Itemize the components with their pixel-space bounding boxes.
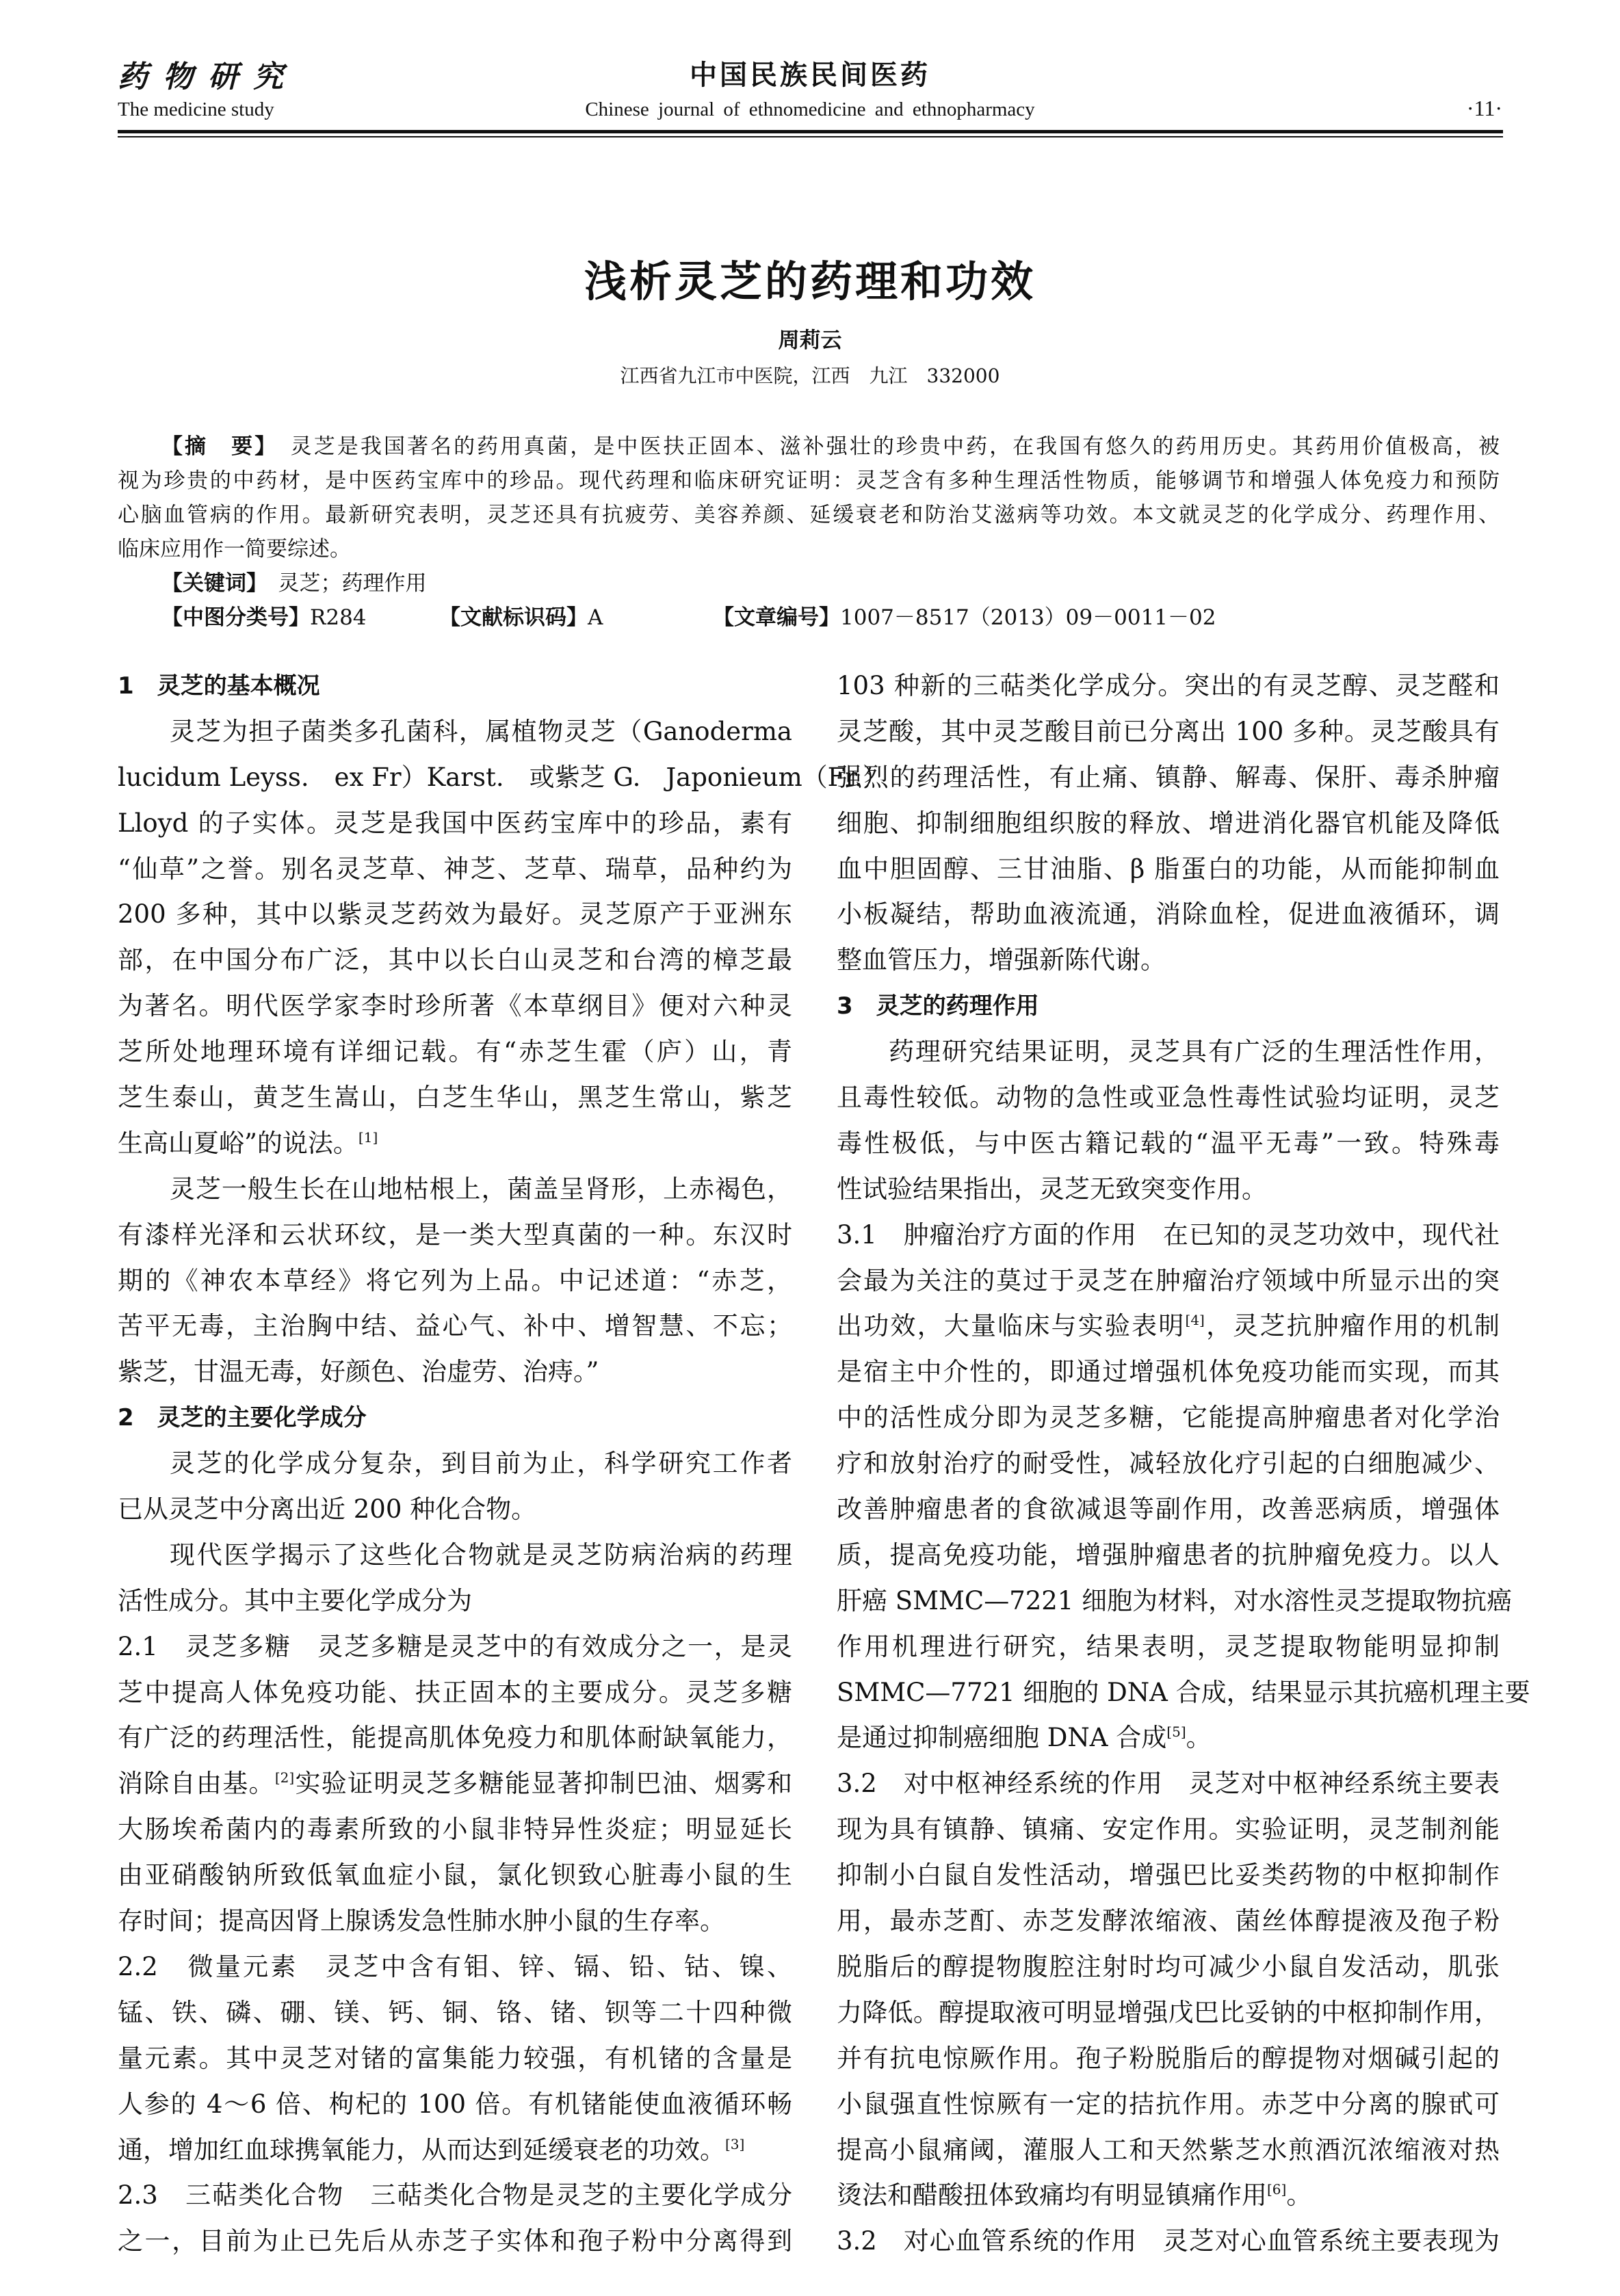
citation-ref: [3] <box>725 2135 745 2152</box>
abstract-line: 心脑血管病的作用。最新研究表明，灵芝还具有抗疲劳、美容养颜、延缓衰老和防治艾滋病等功效。本文就灵芝的化学成分、药理作用、 <box>118 503 1500 527</box>
classification-row <box>118 601 1500 635</box>
text-line: 质，提高免疫功能，增强肿瘤患者的抗肿瘤免疫力。以人 <box>837 1540 1500 1570</box>
abstract-text: 灵芝是我国著名的药用真菌，是中医扶正固本、滋补强壮的珍贵中药，在我国有悠久的药用历史。其药用价值极高，被 <box>290 434 1500 459</box>
abstract-line: 临床应用作一简要综述。 <box>118 537 351 562</box>
abstract-line <box>118 430 1500 464</box>
article-no-field <box>713 601 1216 635</box>
paragraph-first-line: 药理研究结果证明，灵芝具有广泛的生理活性作用， <box>889 1037 1500 1067</box>
abstract-block <box>118 430 1500 635</box>
doc-code-value: A <box>588 605 603 630</box>
text-line: 期的《神农本草经》将它列为上品。中记述道：“赤芝， <box>118 1265 792 1295</box>
paragraph-first-line: 灵芝一般生长在山地枯根上，菌盖呈肾形，上赤褐色， <box>170 1174 792 1204</box>
text-line: 提高小鼠痛阈，灌服人工和天然紫芝水煎酒沉浓缩液对热 <box>837 2135 1500 2165</box>
text-line <box>837 1309 1500 1355</box>
text-line <box>118 2133 792 2179</box>
text-line: 用，最赤芝酊、赤芝发酵浓缩液、菌丝体醇提液及孢子粉 <box>837 1906 1500 1936</box>
text-line: 芝生泰山，黄芝生嵩山，白芝生华山，黑芝生常山，紫芝 <box>118 1083 792 1113</box>
text-line: 人参的 4～6 倍、枸杞的 100 倍。有机锗能使血液循环畅 <box>118 2089 792 2119</box>
text-segment: 消除自由基。 <box>118 1769 275 1799</box>
citation-ref: [2] <box>274 1769 295 1786</box>
text-segment: 。 <box>1286 2180 1312 2211</box>
text-line: 是宿主中介性的，即通过增强机体免疫功能而实现，而其 <box>837 1357 1500 1387</box>
text-line: 灵芝酸，其中灵芝酸目前已分离出 100 多种。灵芝酸具有 <box>837 716 1500 746</box>
text-line: 2.3 三萜类化合物 三萜类化合物是灵芝的主要化学成分 <box>118 2180 792 2211</box>
text-line <box>118 1492 792 1538</box>
text-line: 2.1 灵芝多糖 灵芝多糖是灵芝中的有效成分之一，是灵 <box>118 1631 792 1661</box>
text-segment: 生高山夏峪”的说法。 <box>118 1128 358 1158</box>
article-title: 浅析灵芝的药理和功效 <box>584 256 1036 306</box>
text-line: “仙草”之誉。别名灵芝草、神芝、芝草、瑞草，品种约为 <box>118 854 792 884</box>
text-segment: 出功效，大量临床与实验表明 <box>837 1311 1186 1341</box>
section-heading: 1 灵芝的基本概况 <box>118 672 320 700</box>
text-line: 且毒性较低。动物的急性或亚急性毒性试验均证明，灵芝 <box>837 1083 1500 1113</box>
text-line <box>118 1767 792 1812</box>
text-line: 之一，目前为止已先后从赤芝子实体和孢子粉中分离得到 <box>118 2226 792 2256</box>
text-line <box>118 1584 792 1630</box>
paragraph-first-line: 灵芝为担子菌类多孔菌科，属植物灵芝（Ganoderma <box>170 716 792 746</box>
text-segment: 性试验结果指出，灵芝无致突变作用。 <box>837 1174 1267 1204</box>
text-segment: 已从灵芝中分离出近 200 种化合物。 <box>118 1494 537 1525</box>
text-line: lucidum Leyss. ex Fr）Karst. 或紫芝 G. Japonieum（Fr.） <box>118 762 888 792</box>
text-line: 部，在中国分布广泛，其中以长白山灵芝和台湾的樟芝最 <box>118 945 792 975</box>
section-heading: 2 灵芝的主要化学成分 <box>118 1404 367 1432</box>
text-line <box>837 1172 1500 1218</box>
page-number: ·11· <box>1466 96 1502 120</box>
abstract-line: 视为珍贵的中药材，是中医药宝库中的珍品。现代药理和临床研究证明：灵芝含有多种生理活性物质，能够调节和增强人体免疫力和预防 <box>118 469 1500 493</box>
section-heading: 3 灵芝的药理作用 <box>837 992 1039 1020</box>
journal-name-cn: 中国民族民间医药 <box>690 60 930 91</box>
text-line: 锰、铁、磷、硼、镁、钙、铜、铬、锗、钡等二十四种微 <box>118 1997 792 2027</box>
clc-field <box>161 601 367 635</box>
author-affiliation: 江西省九江市中医院，江西 九江 332000 <box>620 365 1000 387</box>
text-line: 脱脂后的醇提物腹腔注射时均可减少小鼠自发活动，肌张 <box>837 1951 1500 1981</box>
text-line: 量元素。其中灵芝对锗的富集能力较强，有机锗的含量是 <box>118 2043 792 2073</box>
text-segment: 活性成分。其中主要化学成分为 <box>118 1585 472 1615</box>
text-line: 强烈的药理活性，有止痛、镇静、解毒、保肝、毒杀肿瘤 <box>837 762 1500 792</box>
text-segment: ，灵芝抗肿瘤作用的机制 <box>1204 1311 1500 1341</box>
text-line <box>837 943 1500 989</box>
text-line: Lloyd 的子实体。灵芝是我国中医药宝库中的珍品，素有 <box>118 808 792 838</box>
text-line <box>118 1355 792 1401</box>
text-line: 为著名。明代医学家李时珍所著《本草纲目》便对六种灵 <box>118 991 792 1021</box>
text-line: 现为具有镇静、镇痛、安定作用。实验证明，灵芝制剂能 <box>837 1815 1500 1845</box>
text-line: 有漆样光泽和云状环纹，是一类大型真菌的一种。东汉时 <box>118 1219 792 1250</box>
text-segment: 是通过抑制癌细胞 DNA 合成 <box>837 1723 1167 1753</box>
citation-ref: [4] <box>1185 1312 1205 1329</box>
text-line: 细胞、抑制细胞组织胺的释放、增进消化器官机能及降低 <box>837 808 1500 838</box>
text-line: 小鼠强直性惊厥有一定的拮抗作用。赤芝中分离的腺甙可 <box>837 2089 1500 2119</box>
body-column-left <box>118 669 888 2270</box>
text-line: 大肠埃希菌内的毒素所致的小鼠非特异性炎症；明显延长 <box>118 1815 792 1845</box>
paragraph-first-line: 现代医学揭示了这些化合物就是灵芝防病治病的药理 <box>170 1540 792 1570</box>
section-name-en: The medicine study <box>118 98 274 120</box>
clc-value: R284 <box>310 605 367 630</box>
article-author: 周莉云 <box>778 328 842 353</box>
header-rule-thin <box>118 136 1503 137</box>
text-segment: 紫芝，甘温无毒，好颜色、治虚劳、治痔。” <box>118 1357 599 1387</box>
keywords-label: 【关键词】 <box>161 571 257 596</box>
header-rule-thick <box>118 130 1503 133</box>
paragraph-first-line: 灵芝的化学成分复杂，到目前为止，科学研究工作者 <box>170 1449 792 1479</box>
text-segment: 烫法和醋酸扭体致痛均有明显镇痛作用 <box>837 2180 1267 2211</box>
text-line: SMMC—7721 细胞的 DNA 合成，结果显示其抗癌机理主要 <box>837 1677 1530 1707</box>
text-line: 200 多种，其中以紫灵芝药效为最好。灵芝原产于亚洲东 <box>118 899 792 929</box>
text-line <box>837 2178 1500 2224</box>
keywords-line <box>118 566 1500 601</box>
text-line: 3.2 对心血管系统的作用 灵芝对心血管系统主要表现为 <box>837 2226 1500 2256</box>
citation-ref: [6] <box>1267 2181 1287 2198</box>
text-line: 芝中提高人体免疫功能、扶正固本的主要成分。灵芝多糖 <box>118 1677 792 1707</box>
text-segment: 。 <box>1186 1723 1212 1753</box>
citation-ref: [5] <box>1166 1724 1186 1741</box>
text-line: 3.2 对中枢神经系统的作用 灵芝对中枢神经系统主要表 <box>837 1769 1500 1799</box>
text-segment: 存时间；提高因肾上腺诱发急性肺水肿小鼠的生存率。 <box>118 1906 725 1936</box>
text-line: 2.2 微量元素 灵芝中含有钼、锌、镉、铅、钴、镍、 <box>118 1951 792 1981</box>
text-line: 3.1 肿瘤治疗方面的作用 在已知的灵芝功效中，现代社 <box>837 1219 1500 1250</box>
text-line: 毒性极低，与中医古籍记载的“温平无毒”一致。特殊毒 <box>837 1128 1500 1158</box>
text-line: 有广泛的药理活性，能提高肌体免疫力和肌体耐缺氧能力， <box>118 1723 792 1753</box>
text-line: 力降低。醇提取液可明显增强戊巴比妥钠的中枢抑制作用， <box>837 1997 1500 2027</box>
text-line <box>118 1126 792 1172</box>
text-line: 血中胆固醇、三甘油脂、β 脂蛋白的功能，从而能抑制血 <box>837 854 1500 884</box>
text-line: 并有抗电惊厥作用。孢子粉脱脂后的醇提物对烟碱引起的 <box>837 2043 1500 2073</box>
text-line: 抑制小白鼠自发性活动，增强巴比妥类药物的中枢抑制作 <box>837 1860 1500 1890</box>
citation-ref: [1] <box>358 1129 378 1146</box>
text-line: 改善肿瘤患者的食欲减退等副作用，改善恶病质，增强体 <box>837 1494 1500 1525</box>
section-name-cn: 药物研究 <box>118 60 298 94</box>
text-segment: 整血管压力，增强新陈代谢。 <box>837 945 1166 975</box>
text-line: 芝所处地理环境有详细记载。有“赤芝生霍（庐）山，青 <box>118 1037 792 1067</box>
journal-name-en: Chinese journal of ethnomedicine and ethnopharmacy <box>585 98 1035 120</box>
text-line: 苦平无毒，主治胸中结、益心气、补中、增智慧、不忘； <box>118 1311 792 1341</box>
text-line: 作用机理进行研究，结果表明，灵芝提取物能明显抑制 <box>837 1631 1500 1661</box>
text-line: 小板凝结，帮助血液流通，消除血栓，促进血液循环，调 <box>837 899 1500 929</box>
text-line: 中的活性成分即为灵芝多糖，它能提高肿瘤患者对化学治 <box>837 1403 1500 1433</box>
text-line: 会最为关注的莫过于灵芝在肿瘤治疗领域中所显示出的突 <box>837 1265 1500 1295</box>
text-line: 疗和放射治疗的耐受性，减轻放化疗引起的白细胞减少、 <box>837 1449 1500 1479</box>
article-no-value: 1007－8517（2013）09－0011－02 <box>840 605 1216 630</box>
text-segment: 实验证明灵芝多糖能显著抑制巴油、烟雾和 <box>294 1769 793 1799</box>
keywords: 灵芝；药理作用 <box>278 571 427 596</box>
text-line <box>118 1904 792 1950</box>
text-line: 由亚硝酸钠所致低氧血症小鼠，氯化钡致心脏毒小鼠的生 <box>118 1860 792 1890</box>
clc-label: 【中图分类号】 <box>161 605 310 630</box>
text-line: 103 种新的三萜类化学成分。突出的有灵芝醇、灵芝醛和 <box>837 671 1500 700</box>
body-column-right <box>837 669 1530 2270</box>
abstract-label: 【摘 要】 <box>161 434 267 459</box>
text-line: 肝癌 SMMC—7221 细胞为材料，对水溶性灵芝提取物抗癌 <box>837 1585 1513 1615</box>
article-no-label: 【文章编号】 <box>713 605 840 630</box>
text-line <box>837 1721 1500 1767</box>
text-segment: 通，增加红血球携氧能力，从而达到延缓衰老的功效。 <box>118 2135 725 2165</box>
doc-code-label: 【文献标识码】 <box>439 605 588 630</box>
doc-code-field <box>439 601 603 635</box>
